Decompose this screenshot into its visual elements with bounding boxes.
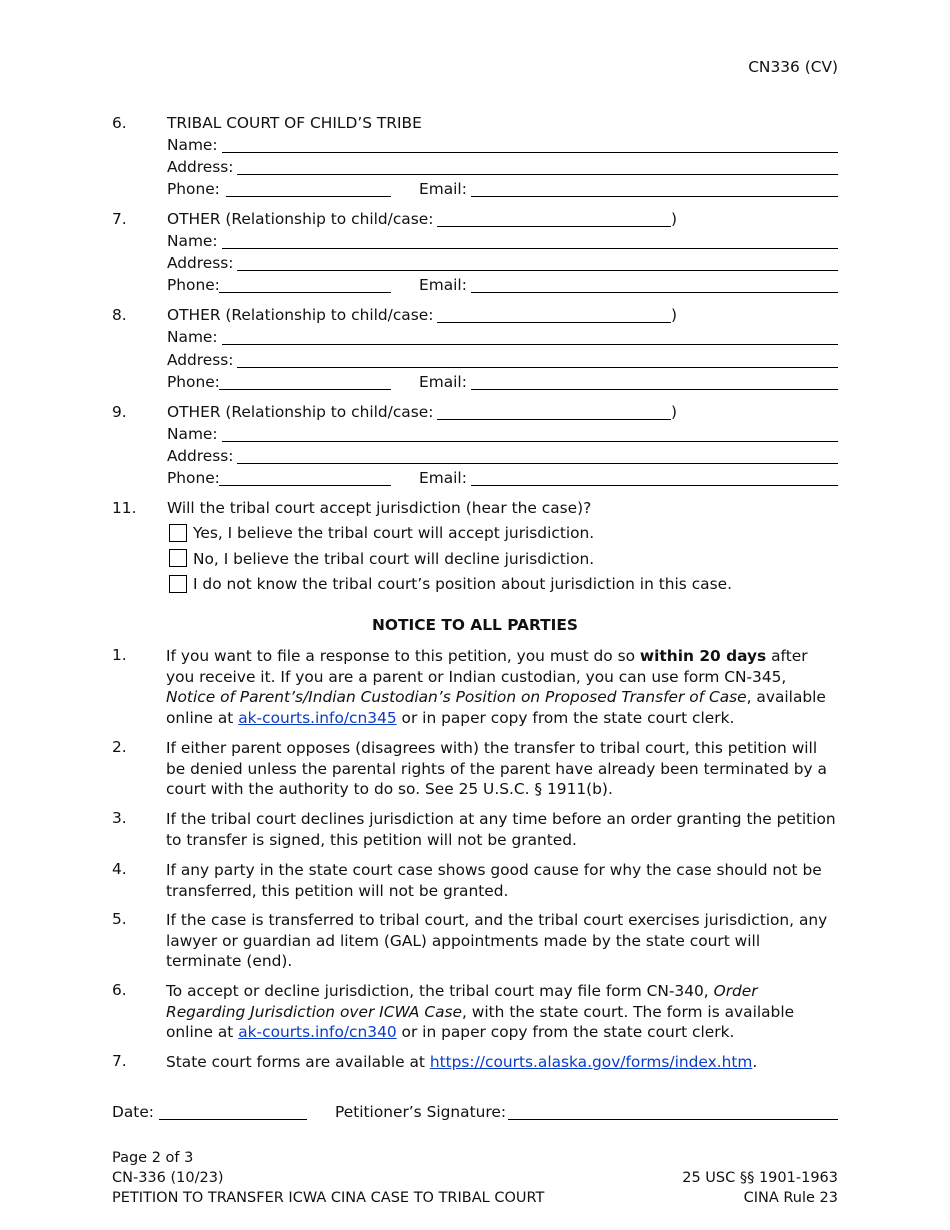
notice-item-3: If the tribal court declines jurisdiction at any time before an order granting the petition to transfer is signed, this petition will not be granted. (166, 810, 836, 849)
address-label: Address: (167, 447, 234, 465)
notice-heading: NOTICE TO ALL PARTIES (372, 616, 578, 634)
notice-item-number: 6. (112, 981, 127, 999)
phone-label: Phone: (167, 180, 220, 198)
signature-label: Petitioner’s Signature: (335, 1103, 507, 1121)
notice-item-4: If any party in the state court case shows good cause for why the case should not be transferred, this petition will not be granted. (166, 861, 822, 900)
email-label: Email: (419, 469, 467, 487)
email-label: Email: (419, 373, 467, 391)
relationship-field[interactable] (437, 419, 671, 420)
date-field[interactable] (159, 1119, 307, 1120)
deadline-emphasis: within 20 days (639, 647, 767, 665)
address-label: Address: (167, 254, 234, 272)
phone-field[interactable] (226, 196, 391, 197)
notice-item-7: State court forms are available at https://courts.alaska.gov/forms/index.htm. (166, 1053, 758, 1071)
relationship-field[interactable] (437, 226, 671, 227)
notice-item-number: 2. (112, 738, 127, 756)
decline-option-label: No, I believe the tribal court will decline jurisdiction. (193, 550, 595, 568)
name-field[interactable] (222, 344, 838, 345)
form-title: PETITION TO TRANSFER ICWA CINA CASE TO TRIBAL COURT (112, 1190, 545, 1206)
address-label: Address: (167, 351, 234, 369)
phone-label: Phone: (167, 276, 220, 294)
relationship-close: ) (671, 403, 678, 421)
phone-label: Phone: (167, 469, 220, 487)
name-field[interactable] (222, 152, 838, 153)
accept-checkbox[interactable] (169, 524, 187, 542)
statute-reference: 25 USC §§ 1901-1963 (682, 1170, 838, 1186)
rule-reference: CINA Rule 23 (743, 1190, 838, 1206)
email-field[interactable] (471, 196, 838, 197)
relationship-close: ) (671, 306, 678, 324)
email-field[interactable] (471, 389, 838, 390)
cn345-link[interactable]: ak-courts.info/cn345 (238, 708, 397, 727)
question-text: Will the tribal court accept jurisdiction (hear the case)? (167, 499, 592, 517)
accept-option-label: Yes, I believe the tribal court will accept jurisdiction. (193, 524, 595, 542)
relationship-label: OTHER (Relationship to child/case: (167, 403, 434, 421)
address-field[interactable] (237, 270, 838, 271)
form-id: CN-336 (10/23) (112, 1170, 224, 1186)
section-number: 9. (112, 403, 127, 421)
notice-item-number: 7. (112, 1052, 127, 1070)
notice-item-5: If the case is transferred to tribal court, and the tribal court exercises jurisdiction, any lawyer or guardian ad litem (GAL) appointments made by the state court will terminate (end). (166, 911, 828, 971)
name-field[interactable] (222, 441, 838, 442)
email-label: Email: (419, 276, 467, 294)
unknown-option-label: I do not know the tribal court’s position about jurisdiction in this case. (193, 575, 732, 593)
notice-item-number: 3. (112, 809, 127, 827)
cn340-link[interactable]: ak-courts.info/cn340 (238, 1023, 397, 1042)
relationship-close: ) (671, 210, 678, 228)
page-number: Page 2 of 3 (112, 1150, 194, 1166)
address-field[interactable] (237, 463, 838, 464)
name-label: Name: (167, 328, 218, 346)
question-number: 11. (112, 499, 137, 517)
relationship-label: OTHER (Relationship to child/case: (167, 306, 434, 324)
notice-item-6: To accept or decline jurisdiction, the tribal court may file form CN-340, Order Regarding Jurisdiction over ICWA Case, with the state court. The form is available online at ak-courts.info/cn340 or in paper copy from the state court clerk. (166, 982, 795, 1042)
phone-field[interactable] (219, 292, 391, 293)
date-label: Date: (112, 1103, 154, 1121)
forms-index-link[interactable]: https://courts.alaska.gov/forms/index.htm (429, 1053, 753, 1071)
section-number: 7. (112, 210, 127, 228)
email-field[interactable] (471, 292, 838, 293)
notice-item-2: If either parent opposes (disagrees with) the transfer to tribal court, this petition will be denied unless the parental rights of the parent have already been terminated by a court with the authority to do so. See 25 U.S.C. § 1911(b). (166, 739, 827, 799)
section-number: 6. (112, 114, 127, 132)
name-label: Name: (167, 136, 218, 154)
address-field[interactable] (237, 174, 838, 175)
email-field[interactable] (471, 485, 838, 486)
relationship-field[interactable] (437, 322, 671, 323)
form-title-cn345: Notice of Parent’s/Indian Custodian’s Position on Proposed Transfer of Case (166, 688, 747, 707)
phone-field[interactable] (219, 389, 391, 390)
notice-item-number: 5. (112, 910, 127, 928)
notice-item-number: 4. (112, 860, 127, 878)
section-number: 8. (112, 306, 127, 324)
unknown-checkbox[interactable] (169, 575, 187, 593)
signature-field[interactable] (508, 1119, 838, 1120)
notice-item-1: If you want to file a response to this petition, you must do so within 20 days after you receive it. If you are a parent or Indian custodian, you can use form CN-345, Notice of Parent’s/Indian Custodian’s Position on Proposed Transfer of Case, available online at ak-courts.info/cn345 or in paper copy from the state court clerk. (166, 647, 826, 727)
name-label: Name: (167, 232, 218, 250)
phone-field[interactable] (219, 485, 391, 486)
decline-checkbox[interactable] (169, 549, 187, 567)
form-title-cn340: Order Regarding Jurisdiction over ICWA Case (166, 982, 758, 1021)
phone-label: Phone: (167, 373, 220, 391)
address-label: Address: (167, 158, 234, 176)
notice-item-number: 1. (112, 646, 127, 664)
relationship-label: OTHER (Relationship to child/case: (167, 210, 434, 228)
form-code-header: CN336 (CV) (748, 58, 838, 76)
address-field[interactable] (237, 367, 838, 368)
section-title: TRIBAL COURT OF CHILD’S TRIBE (167, 114, 422, 132)
email-label: Email: (419, 180, 467, 198)
name-label: Name: (167, 425, 218, 443)
name-field[interactable] (222, 248, 838, 249)
